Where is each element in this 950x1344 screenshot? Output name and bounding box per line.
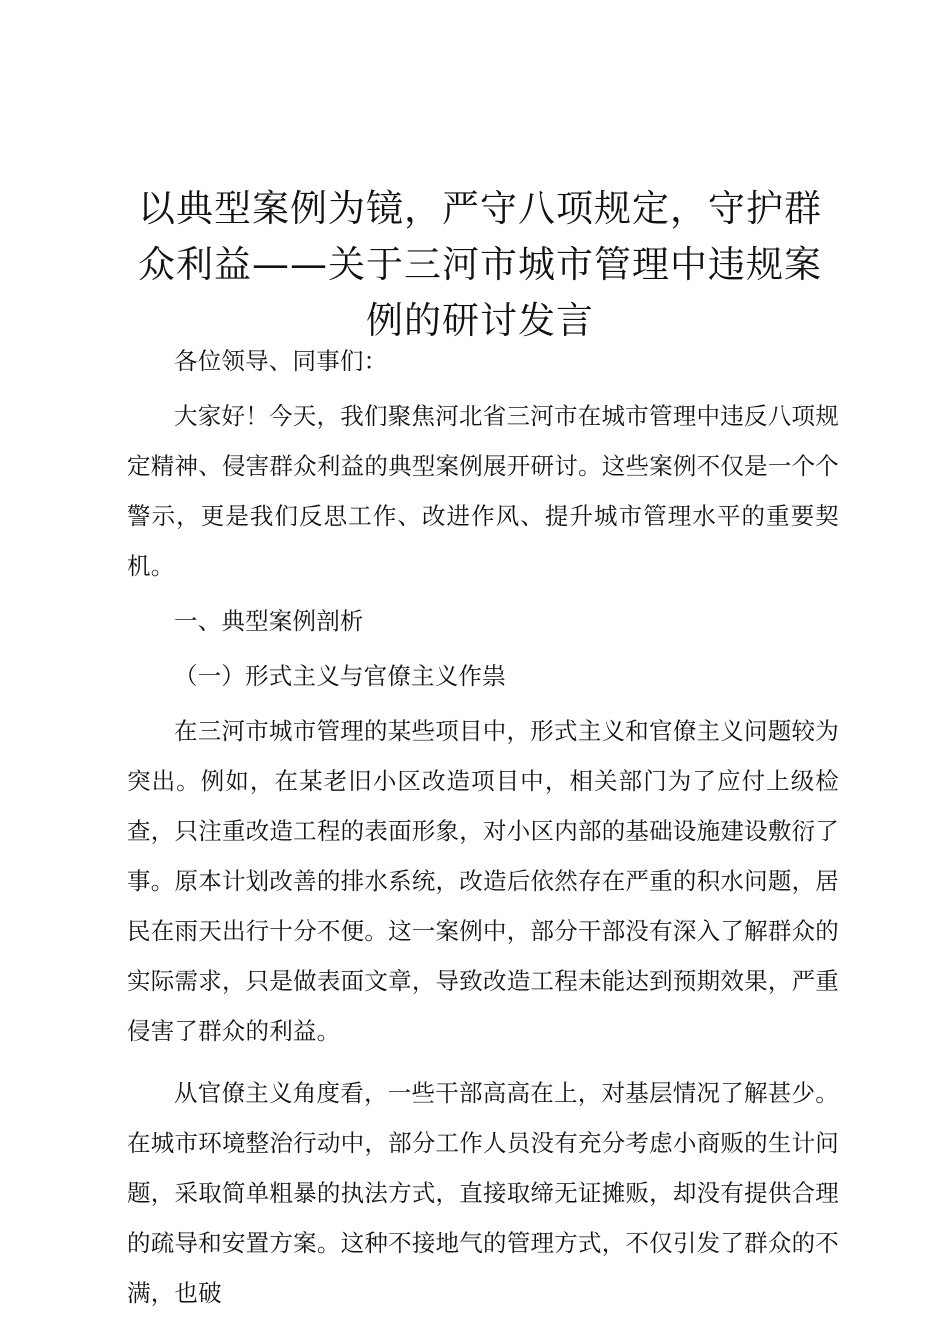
- subsection-heading-1: （一）形式主义与官僚主义作祟: [174, 662, 506, 690]
- document-title: 以典型案例为镜，严守八项规定，守护群众利益——关于三河市城市管理中违规案例的研讨发言: [138, 187, 822, 342]
- section-heading-1: 一、典型案例剖析: [174, 607, 364, 635]
- paragraph-formalism: 在三河市城市管理的某些项目中，形式主义和官僚主义问题较为突出。例如，在某老旧小区改造项目中，相关部门为了应付上级检查，只注重改造工程的表面形象，对小区内部的基础设施建设敷衍了事。原本计划改善的排水系统，改造后依然存在严重的积水问题，居民在雨天出行十分不便。这一案例中，部分干部没有深入了解群众的实际需求，只是做表面文章，导致改造工程未能达到预期效果，严重侵害了群众的利益。: [127, 717, 839, 1045]
- paragraph-greeting: 大家好！今天，我们聚焦河北省三河市在城市管理中违反八项规定精神、侵害群众利益的典型案例展开研讨。这些案例不仅是一个个警示，更是我们反思工作、改进作风、提升城市管理水平的重要契机。: [127, 402, 839, 580]
- salutation: 各位领导、同事们：: [174, 347, 388, 375]
- document-body: [127, 336, 839, 1318]
- paragraph-bureaucracy: 从官僚主义角度看，一些干部高高在上，对基层情况了解甚少。在城市环境整治行动中，部分工作人员没有充分考虑小商贩的生计问题，采取简单粗暴的执法方式，直接取缔无证摊贩，却没有提供合理的疏导和安置方案。这种不接地气的管理方式，不仅引发了群众的不满，也破: [127, 1079, 839, 1307]
